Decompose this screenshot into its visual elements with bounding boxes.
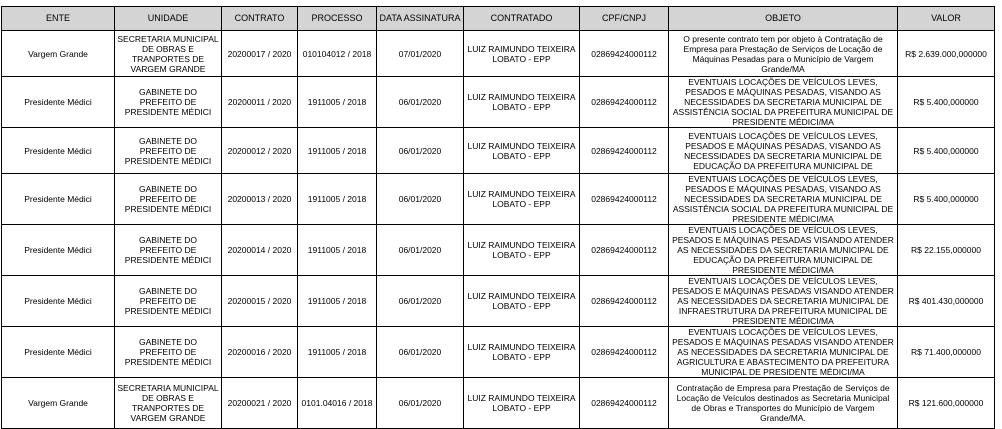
cell-valor: R$ 2.639.000,000000 [898,31,995,77]
cell-data: 06/01/2020 [377,77,464,128]
cell-contrato: 20200011 / 2020 [222,77,298,128]
table-row [2,174,995,225]
cell-contrato: 20200017 / 2020 [222,31,298,77]
cell-ente: Presidente Médici [2,174,115,225]
cell-processo: 1911005 / 2018 [298,327,377,378]
cell-valor: R$ 5.400,000000 [898,174,995,225]
cell-contratado: LUIZ RAIMUNDO TEIXEIRA LOBATO - EPP [464,327,580,378]
cell-objeto: EVENTUAIS LOCAÇÕES DE VEÍCULOS LEVES, PESADOS E MÁQUINAS PESADAS, VISANDO AS NECESSIDADES DA SECRETARIA MUNICIPAL DE ASSISTÊNCIA SOCIAL DA PREFEITURA MUNICIPAL DE PRESIDENTE MÉDICI/MA [669,174,898,225]
cell-contratado: LUIZ RAIMUNDO TEIXEIRA LOBATO - EPP [464,128,580,174]
cell-contratado: LUIZ RAIMUNDO TEIXEIRA LOBATO - EPP [464,31,580,77]
cell-contrato: 20200021 / 2020 [222,378,298,429]
header-data-assinatura: DATA ASSINATURA [377,7,464,31]
cell-objeto: EVENTUAIS LOCAÇÕES DE VEÍCULOS LEVES, PESADOS E MÁQUINAS PESADAS, VISANDO AS NECESSIDADES DA SECRETARIA MUNICIPAL DE EDUCAÇÃO DA PREFEITURA MUNICIPAL DE [669,128,898,174]
cell-ente: Presidente Médici [2,128,115,174]
cell-contrato: 20200016 / 2020 [222,327,298,378]
cell-objeto: Contratação de Empresa para Prestação de Serviços de Locação de Veículos destinados as Secretaria Municipal de Obras e Transportes do Município de Vargem Grande/MA. [669,378,898,429]
header-cpf-cnpj: CPF/CNPJ [580,7,669,31]
cell-objeto: O presente contrato tem por objeto à Contratação de Empresa para Prestação de Serviços de Locação de Máquinas Pesadas para o Município de Vargem Grande/MA [669,31,898,77]
cell-ente: Presidente Médici [2,225,115,276]
cell-contrato: 20200014 / 2020 [222,225,298,276]
cell-cnpj: 02869424000112 [580,77,669,128]
header-processo: PROCESSO [298,7,377,31]
cell-cnpj: 02869424000112 [580,31,669,77]
header-contratado: CONTRATADO [464,7,580,31]
header-unidade: UNIDADE [115,7,222,31]
cell-objeto: EVENTUAIS LOCAÇÕES DE VEÍCULOS LEVES, PESADOS E MÁQUINAS PESADAS, VISANDO AS NECESSIDADES DA SECRETARIA MUNICIPAL DE ASSISTÊNCIA SOCIAL DA PREFEITURA MUNICIPAL DE PRESIDENTE MÉDICI/MA [669,77,898,128]
cell-processo: 010104012 / 2018 [298,31,377,77]
cell-unidade: GABINETE DO PREFEITO DE PRESIDENTE MÉDICI [115,174,222,225]
cell-cnpj: 02869424000112 [580,327,669,378]
cell-contratado: LUIZ RAIMUNDO TEIXEIRA LOBATO - EPP [464,174,580,225]
cell-processo: 0101.04016 / 2018 [298,378,377,429]
header-ente: ENTE [2,7,115,31]
cell-unidade: GABINETE DO PREFEITO DE PRESIDENTE MÉDICI [115,276,222,327]
cell-unidade: GABINETE DO PREFEITO DE PRESIDENTE MÉDICI [115,77,222,128]
cell-data: 06/01/2020 [377,378,464,429]
cell-contrato: 20200015 / 2020 [222,276,298,327]
cell-valor: R$ 71.400,000000 [898,327,995,378]
cell-cnpj: 02869424000112 [580,378,669,429]
cell-data: 06/01/2020 [377,174,464,225]
header-valor: VALOR [898,7,995,31]
table-row [2,31,995,77]
cell-data: 06/01/2020 [377,276,464,327]
cell-cnpj: 02869424000112 [580,174,669,225]
cell-cnpj: 02869424000112 [580,128,669,174]
table-row [2,327,995,378]
cell-valor: R$ 5.400,000000 [898,128,995,174]
header-row [2,7,995,31]
cell-contrato: 20200013 / 2020 [222,174,298,225]
cell-objeto: EVENTUAIS LOCAÇÕES DE VEÍCULOS LEVES, PESADOS E MÁQUINAS PESADAS VISANDO ATENDER AS NECESSIDADES DA SECRETARIA MUNICIPAL DE AGRICULTURA E ABASTECIMENTO DA PREFEITURA MUNICIPAL DE PRESIDENTE MÉDICI/MA [669,327,898,378]
cell-ente: Presidente Médici [2,327,115,378]
cell-data: 06/01/2020 [377,128,464,174]
cell-contratado: LUIZ RAIMUNDO TEIXEIRA LOBATO - EPP [464,225,580,276]
contracts-table [1,6,995,429]
cell-cnpj: 02869424000112 [580,225,669,276]
cell-unidade: GABINETE DO PREFEITO DE PRESIDENTE MÉDICI [115,225,222,276]
cell-unidade: GABINETE DO PREFEITO DE PRESIDENTE MÉDICI [115,327,222,378]
cell-unidade: SECRETARIA MUNICIPAL DE OBRAS E TRANPORTES DE VARGEM GRANDE [115,31,222,77]
cell-objeto: EVENTUAIS LOCAÇÕES DE VEÍCULOS LEVES, PESADOS E MÁQUINAS PESADAS VISANDO ATENDER AS NECESSIDADES DA SECRETARIA MUNICIPAL DE INFRAESTRUTURA DA PREFEITURA MUNICIPAL DE PRESIDENTE MÉDICI/MA [669,276,898,327]
cell-ente: Presidente Médici [2,77,115,128]
cell-data: 06/01/2020 [377,225,464,276]
cell-objeto: EVENTUAIS LOCAÇÕES DE VEÍCULOS LEVES, PESADOS E MÁQUINAS PESADAS VISANDO ATENDER AS NECESSIDADES DA SECRETARIA MUNICIPAL DE EDUCAÇÃO DA PREFEITURA MUNICIPAL DE PRESIDENTE MÉDICI/MA [669,225,898,276]
cell-contratado: LUIZ RAIMUNDO TEIXEIRA LOBATO - EPP [464,77,580,128]
table-row [2,378,995,429]
table-row [2,128,995,174]
cell-ente: Vargem Grande [2,378,115,429]
cell-valor: R$ 22.155,000000 [898,225,995,276]
cell-data: 07/01/2020 [377,31,464,77]
cell-unidade: SECRETARIA MUNICIPAL DE OBRAS E TRANPORTES DE VARGEM GRANDE [115,378,222,429]
cell-processo: 1911005 / 2018 [298,276,377,327]
cell-processo: 1911005 / 2018 [298,174,377,225]
cell-ente: Vargem Grande [2,31,115,77]
cell-data: 06/01/2020 [377,327,464,378]
cell-contratado: LUIZ RAIMUNDO TEIXEIRA LOBATO - EPP [464,378,580,429]
table-row [2,276,995,327]
cell-contratado: LUIZ RAIMUNDO TEIXEIRA LOBATO - EPP [464,276,580,327]
header-contrato: CONTRATO [222,7,298,31]
table-row [2,77,995,128]
cell-cnpj: 02869424000112 [580,276,669,327]
cell-contrato: 20200012 / 2020 [222,128,298,174]
cell-processo: 1911005 / 2018 [298,77,377,128]
cell-processo: 1911005 / 2018 [298,128,377,174]
cell-valor: R$ 401.430,000000 [898,276,995,327]
header-objeto: OBJETO [669,7,898,31]
table-row [2,225,995,276]
cell-processo: 1911005 / 2018 [298,225,377,276]
cell-unidade: GABINETE DO PREFEITO DE PRESIDENTE MÉDICI [115,128,222,174]
cell-ente: Presidente Médici [2,276,115,327]
cell-valor: R$ 121.600,000000 [898,378,995,429]
cell-valor: R$ 5.400,000000 [898,77,995,128]
